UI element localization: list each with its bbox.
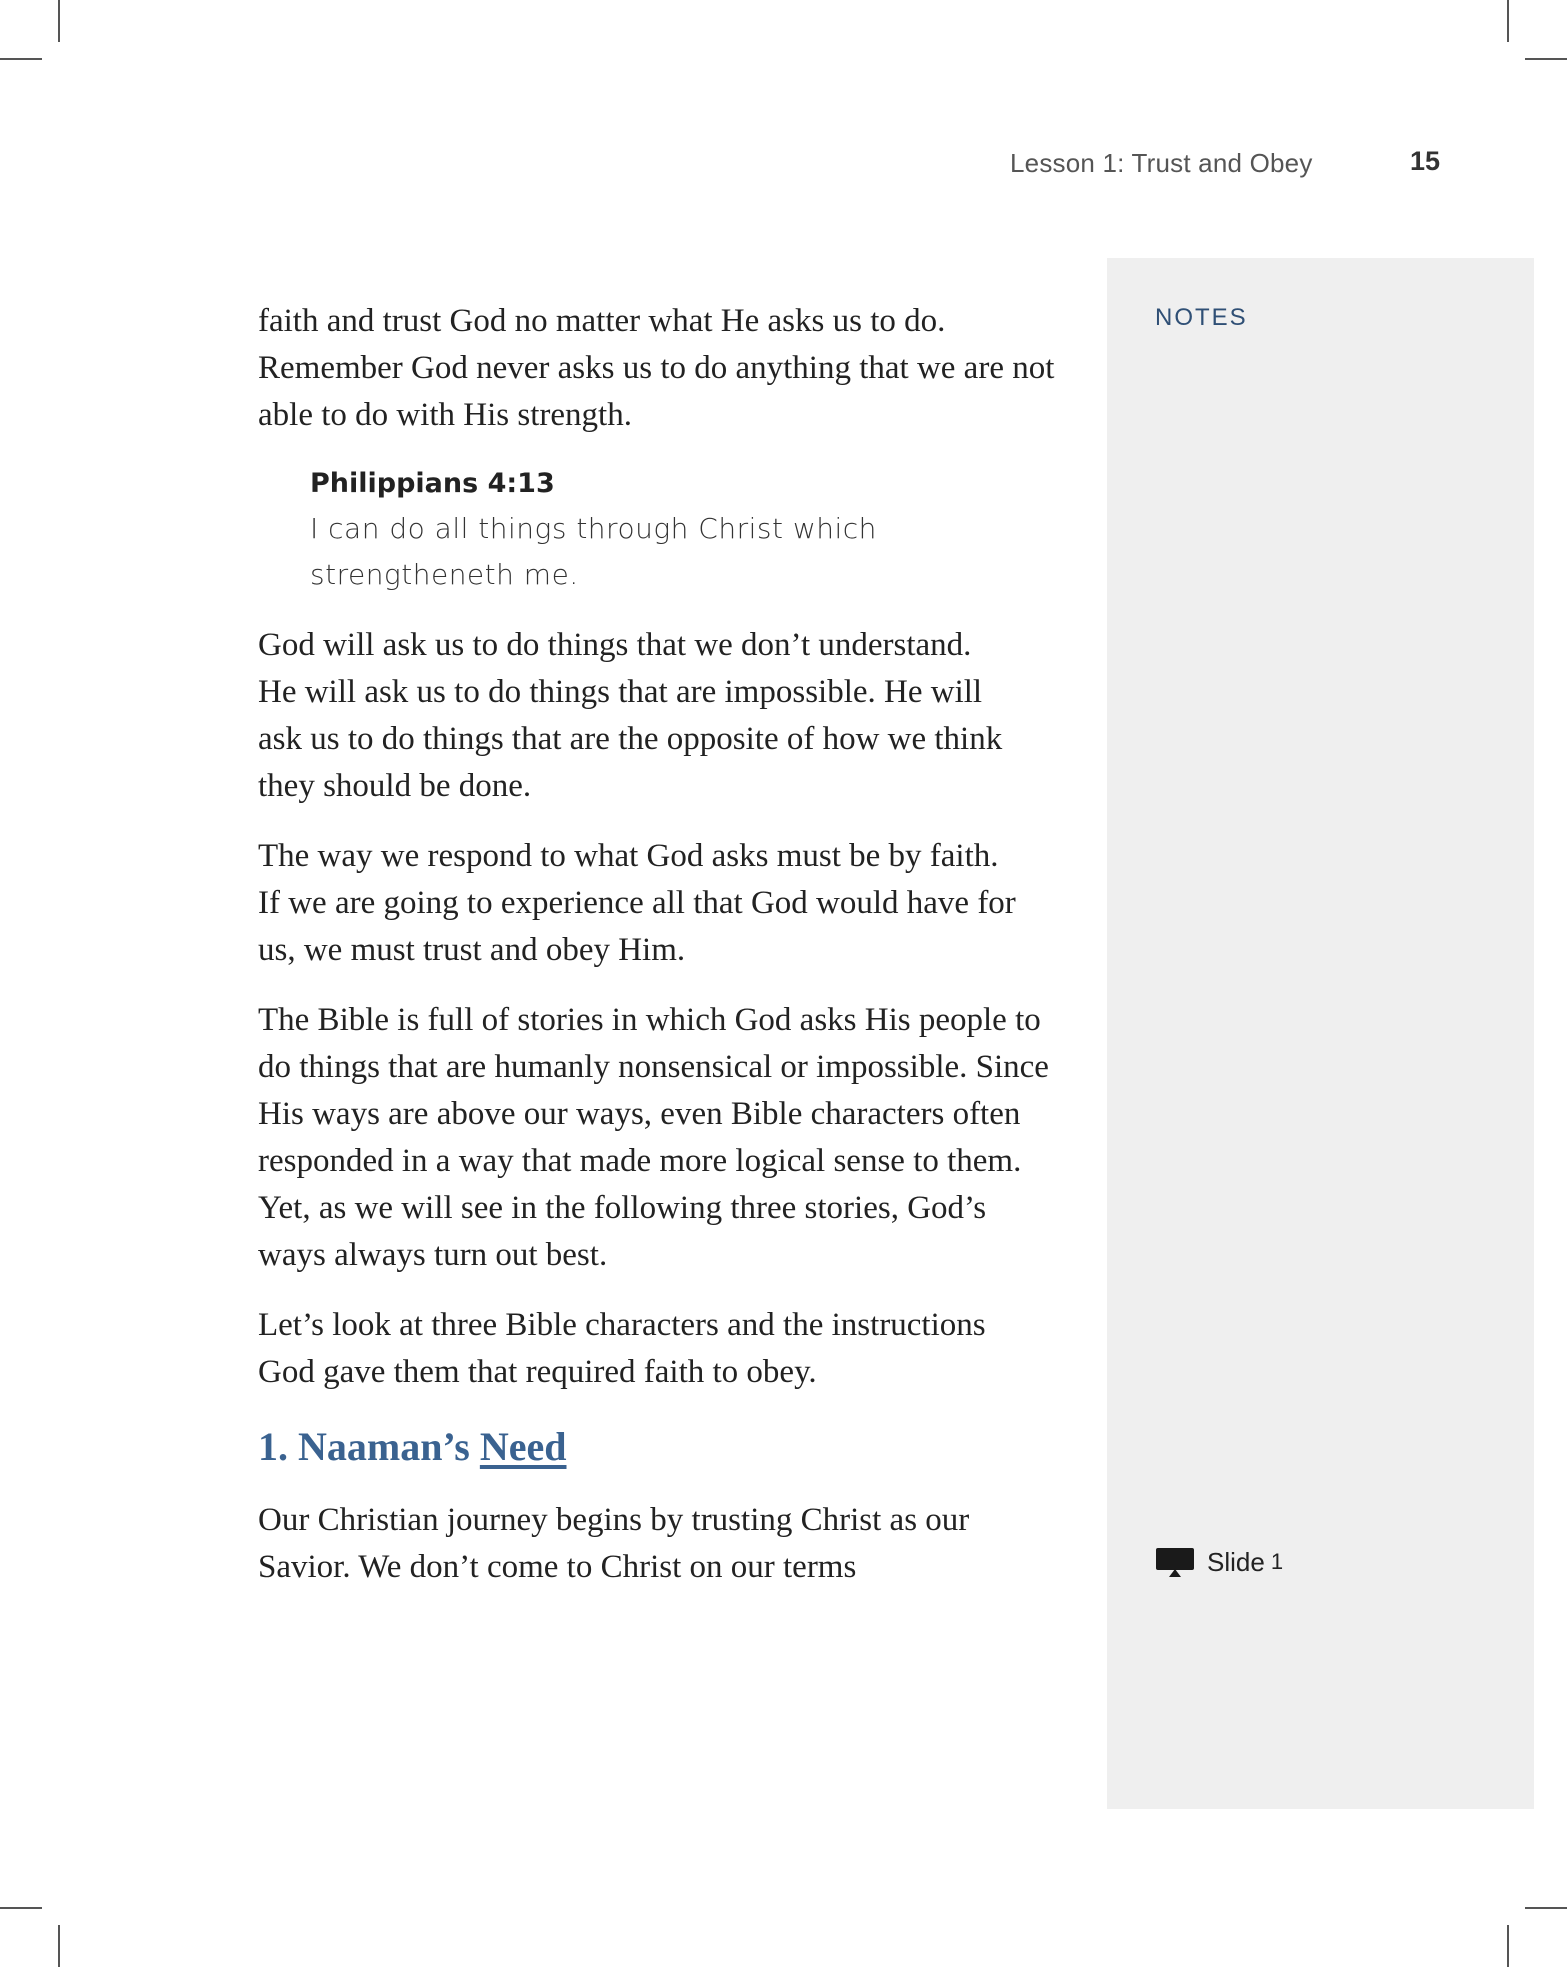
section-heading bbox=[258, 1419, 1058, 1475]
slide-icon bbox=[1155, 1546, 1195, 1578]
crop-mark bbox=[1525, 58, 1567, 60]
running-header-title: Lesson 1: Trust and Obey bbox=[1010, 148, 1313, 178]
section-heading-underlined: Need bbox=[479, 1424, 567, 1469]
main-content bbox=[258, 298, 1058, 1614]
crop-mark bbox=[1507, 1925, 1509, 1967]
slide-label: Slide bbox=[1207, 1546, 1265, 1577]
scripture-reference: Philippians 4:13 bbox=[310, 468, 555, 499]
notes-label: NOTES bbox=[1155, 304, 1248, 331]
paragraph: faith and trust God no matter what He asks us to do. Remember God never asks us to do anything that we are not able to do with His strength. bbox=[258, 303, 1055, 433]
crop-mark bbox=[58, 0, 60, 42]
crop-mark bbox=[0, 58, 42, 60]
paragraph: Let’s look at three Bible characters and the instructions God gave them that required faith to obey. bbox=[258, 1307, 986, 1390]
paragraph: God will ask us to do things that we don’t understand. He will ask us to do things that are impossible. He will ask us to do things that are the opposite of how we think they should be done. bbox=[258, 627, 1003, 804]
paragraph: The way we respond to what God asks must be by faith. If we are going to experience all that God would have for us, we must trust and obey Him. bbox=[258, 838, 1016, 968]
crop-mark bbox=[1525, 1907, 1567, 1909]
section-heading-prefix: 1. Naaman’s bbox=[258, 1424, 480, 1469]
slide-marker bbox=[1155, 1546, 1283, 1578]
notes-panel bbox=[1107, 258, 1534, 1809]
paragraph: Our Christian journey begins by trusting Christ as our Savior. We don’t come to Christ on our terms bbox=[258, 1502, 970, 1585]
scripture-text: I can do all things through Christ which strengtheneth me. bbox=[310, 512, 877, 591]
crop-mark bbox=[58, 1925, 60, 1967]
scripture-quote bbox=[310, 462, 1058, 598]
paragraph: The Bible is full of stories in which God asks His people to do things that are humanly nonsensical or impossible. Since His ways are above our ways, even Bible characters often responded in a way that made more logical sense to them. Yet, as we will see in the following three stories, God’s ways always turn out best. bbox=[258, 1002, 1049, 1273]
slide-number: 1 bbox=[1270, 1549, 1284, 1574]
crop-mark bbox=[1507, 0, 1509, 42]
crop-mark bbox=[0, 1907, 42, 1909]
page-number: 15 bbox=[1410, 146, 1441, 176]
